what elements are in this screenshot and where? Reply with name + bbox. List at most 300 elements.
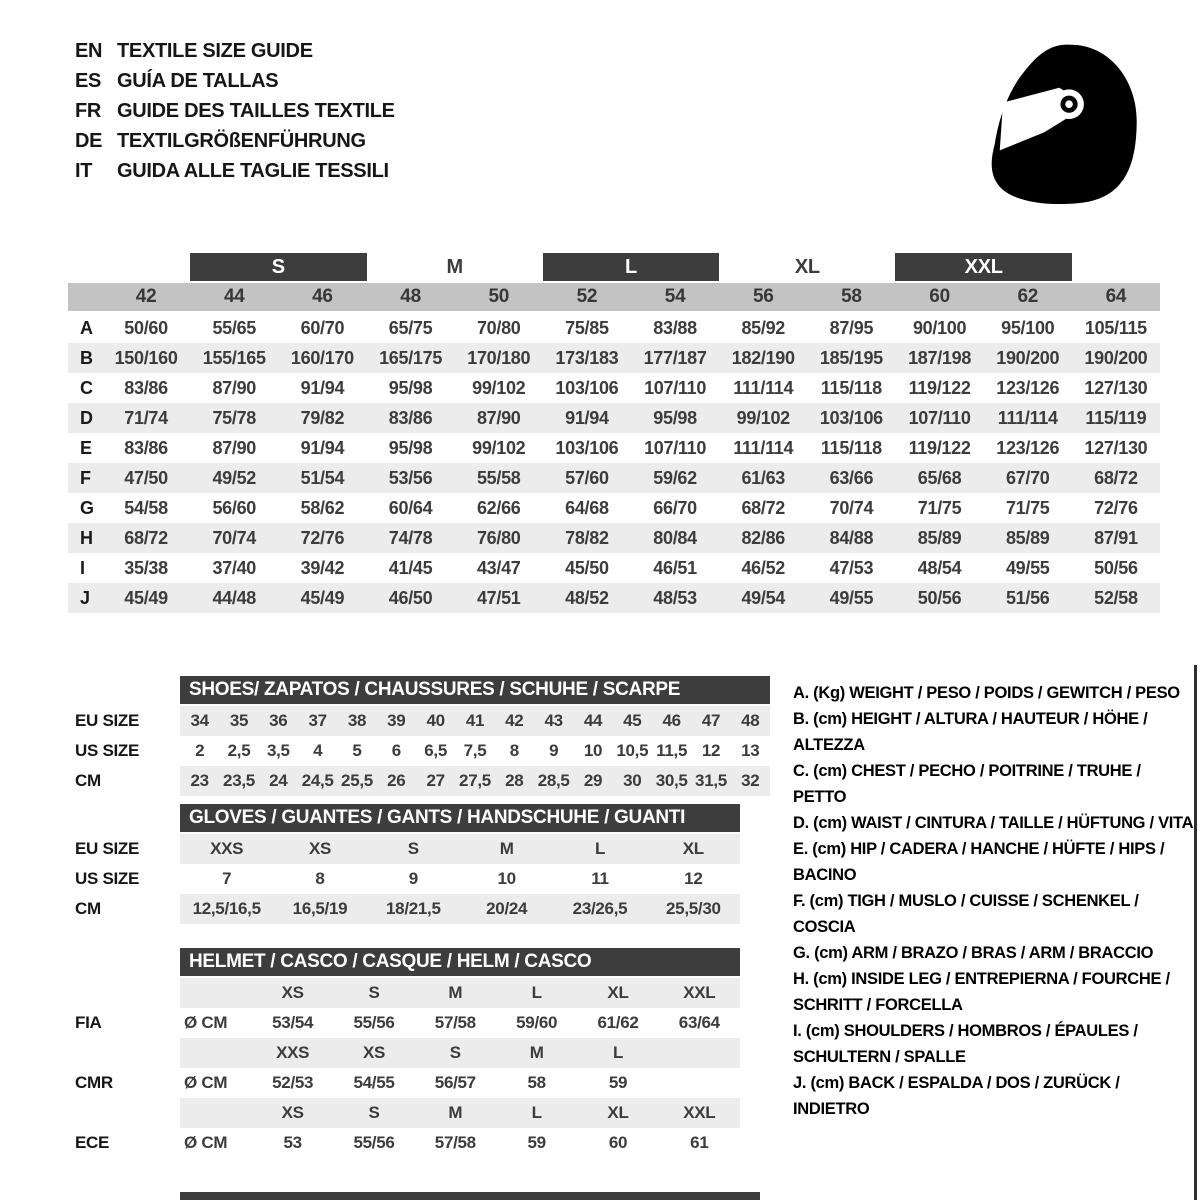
size-value: 18/21,5 bbox=[386, 899, 441, 918]
measure-row-d bbox=[68, 403, 1160, 433]
helmet-standard-label: FIA bbox=[75, 1013, 102, 1032]
helmet-table-title: HELMET / CASCO / CASQUE / HELM / CASCO bbox=[180, 948, 740, 976]
measure-value: 103/106 bbox=[555, 378, 619, 398]
measure-value: 50/56 bbox=[917, 588, 962, 608]
measure-value: 60/64 bbox=[388, 498, 433, 518]
size-value: 10 bbox=[583, 741, 603, 760]
numeric-size: 64 bbox=[1105, 286, 1127, 307]
size-value: 34 bbox=[190, 711, 209, 730]
helmet-data-row bbox=[180, 1008, 740, 1038]
legend-item: E. (cm) HIP / CADERA / HANCHE / HÜFTE / HIPS / BACINO bbox=[793, 840, 1165, 884]
numeric-size: 52 bbox=[576, 286, 598, 307]
helmet-size: S bbox=[368, 1103, 380, 1122]
measure-value: 105/115 bbox=[1084, 318, 1147, 338]
measure-value: 83/86 bbox=[124, 378, 168, 398]
size-value: 38 bbox=[347, 711, 367, 730]
size-value: 3,5 bbox=[266, 741, 290, 760]
helmet-size bbox=[659, 1038, 740, 1068]
helmet-data-row bbox=[180, 1068, 740, 1098]
helmet-sizes-row bbox=[180, 1038, 740, 1068]
shoes-size-table bbox=[75, 676, 770, 796]
measure-value: 75/78 bbox=[212, 408, 257, 428]
measure-value: 99/102 bbox=[736, 408, 790, 428]
size-value: 40 bbox=[426, 711, 445, 730]
measure-value: 47/50 bbox=[124, 468, 168, 488]
language-row bbox=[75, 96, 395, 126]
size-value: L bbox=[594, 839, 606, 858]
measure-value: 41/45 bbox=[388, 558, 433, 578]
language-code: DE bbox=[75, 130, 103, 152]
section-row-label: EU SIZE bbox=[75, 711, 140, 730]
helmet-size: XXS bbox=[276, 1043, 310, 1062]
measure-row-label: E bbox=[80, 438, 92, 458]
diameter-unit-label: Ø CM bbox=[184, 1073, 228, 1092]
helmet-value: 55/56 bbox=[353, 1013, 395, 1032]
measure-value: 78/82 bbox=[565, 528, 609, 548]
measure-value: 182/190 bbox=[731, 348, 795, 368]
measure-value: 160/170 bbox=[290, 348, 354, 368]
measure-value: 79/82 bbox=[300, 408, 345, 428]
size-value: 10,5 bbox=[616, 741, 649, 760]
size-value: 42 bbox=[505, 711, 524, 730]
legend-item: A. (Kg) WEIGHT / PESO / POIDS / GEWITCH / PESO bbox=[793, 684, 1180, 702]
size-value: 25,5 bbox=[341, 771, 373, 790]
measure-value: 49/55 bbox=[829, 588, 874, 608]
measure-value: 35/38 bbox=[124, 558, 168, 578]
measure-value: 80/84 bbox=[653, 528, 697, 548]
helmet-data-row bbox=[180, 1128, 740, 1158]
helmet-value: 59 bbox=[608, 1073, 628, 1092]
measure-row-label: F bbox=[80, 468, 91, 488]
gloves-table-title: GLOVES / GUANTES / GANTS / HANDSCHUHE / GUANTI bbox=[180, 804, 740, 832]
helmet-size: S bbox=[368, 983, 380, 1002]
measure-value: 107/110 bbox=[644, 378, 707, 398]
measure-value: 155/165 bbox=[202, 348, 266, 368]
size-value: 43 bbox=[544, 711, 563, 730]
measure-value: 91/94 bbox=[300, 378, 345, 398]
helmet-value: 54/55 bbox=[353, 1073, 395, 1092]
diameter-unit-label: Ø CM bbox=[184, 1013, 228, 1032]
legend-item: B. (cm) HEIGHT / ALTURA / HAUTEUR / HÖHE / ALTEZZA bbox=[793, 710, 1148, 754]
measure-value: 55/58 bbox=[476, 468, 521, 488]
measure-value: 71/75 bbox=[1005, 498, 1050, 518]
helmet-value: 57/58 bbox=[434, 1133, 476, 1152]
size-value: 9 bbox=[549, 741, 559, 760]
measure-value: 66/70 bbox=[653, 498, 697, 518]
guide-title: TEXTILE SIZE GUIDE bbox=[117, 40, 313, 62]
measure-value: 65/75 bbox=[388, 318, 433, 338]
numeric-size: 56 bbox=[752, 286, 774, 307]
numeric-size: 58 bbox=[841, 286, 862, 307]
measure-value: 115/118 bbox=[820, 378, 882, 398]
helmet-size: XXL bbox=[683, 1103, 716, 1122]
measure-value: 107/110 bbox=[644, 438, 707, 458]
measure-value: 177/187 bbox=[643, 348, 707, 368]
measure-row-h bbox=[68, 523, 1160, 553]
helmet-value: 59 bbox=[527, 1133, 546, 1152]
measure-value: 91/94 bbox=[300, 438, 345, 458]
measure-value: 49/54 bbox=[741, 588, 786, 608]
helmet-value: 61/62 bbox=[597, 1013, 639, 1032]
measure-value: 115/119 bbox=[1085, 408, 1147, 428]
empty-label bbox=[75, 1098, 180, 1128]
measure-value: 65/68 bbox=[917, 468, 962, 488]
measure-value: 49/55 bbox=[1005, 558, 1050, 578]
measure-value: 95/100 bbox=[1001, 318, 1055, 338]
measure-value: 95/98 bbox=[388, 438, 433, 458]
corner-cell bbox=[68, 283, 102, 311]
helmet-value: 52/53 bbox=[272, 1073, 314, 1092]
guide-title: TEXTILGRÖßENFÜHRUNG bbox=[117, 130, 366, 152]
measure-value: 190/200 bbox=[996, 348, 1060, 368]
measure-row-f bbox=[68, 463, 1160, 493]
measure-value: 46/52 bbox=[741, 558, 786, 578]
language-row bbox=[75, 126, 395, 156]
measure-value: 99/102 bbox=[472, 438, 526, 458]
size-value: S bbox=[407, 839, 419, 858]
helmet-size-table bbox=[75, 948, 740, 1158]
size-value: 48 bbox=[741, 711, 760, 730]
section-value-row bbox=[180, 864, 740, 894]
measure-value: 123/126 bbox=[996, 378, 1060, 398]
size-value: XL bbox=[682, 839, 704, 858]
size-value: 20/24 bbox=[486, 899, 528, 918]
measure-value: 103/106 bbox=[819, 408, 883, 428]
helmet-size: XS bbox=[362, 1043, 386, 1062]
measure-value: 173/183 bbox=[555, 348, 619, 368]
measure-row-g bbox=[68, 493, 1160, 523]
measure-value: 45/49 bbox=[124, 588, 168, 608]
measure-value: 57/60 bbox=[565, 468, 609, 488]
numeric-size: 54 bbox=[664, 286, 686, 307]
measure-row-a bbox=[68, 313, 1160, 343]
numeric-size: 44 bbox=[223, 286, 245, 307]
section-row-label: US SIZE bbox=[75, 741, 140, 760]
helmet-size: XL bbox=[607, 983, 629, 1002]
size-value: 5 bbox=[352, 741, 362, 760]
measure-value: 46/51 bbox=[653, 558, 697, 578]
helmet-size: M bbox=[448, 983, 463, 1002]
language-row bbox=[75, 66, 395, 96]
size-value: 12 bbox=[701, 741, 721, 760]
measure-value: 187/198 bbox=[908, 348, 972, 368]
legend-item: H. (cm) INSIDE LEG / ENTREPIERNA / FOURCHE / SCHRITT / FORCELLA bbox=[793, 970, 1170, 1014]
legend-item: F. (cm) TIGH / MUSLO / CUISSE / SCHENKEL / COSCIA bbox=[793, 892, 1139, 936]
measure-value: 123/126 bbox=[996, 438, 1060, 458]
size-value: 4 bbox=[313, 741, 323, 760]
size-value: 2 bbox=[195, 741, 205, 760]
legend-item: D. (cm) WAIST / CINTURA / TAILLE / HÜFTUNG / VITA bbox=[793, 814, 1194, 832]
numeric-size: 62 bbox=[1017, 286, 1039, 307]
measure-value: 83/86 bbox=[124, 438, 168, 458]
legend-item: G. (cm) ARM / BRAZO / BRAS / ARM / BRACCIO bbox=[793, 944, 1154, 962]
measure-value: 91/94 bbox=[565, 408, 609, 428]
measure-value: 127/130 bbox=[1084, 438, 1148, 458]
language-row bbox=[75, 36, 395, 66]
size-value: 11 bbox=[591, 869, 609, 888]
measure-value: 111/114 bbox=[997, 408, 1058, 428]
measure-value: 99/102 bbox=[472, 378, 526, 398]
measure-value: 95/98 bbox=[388, 378, 433, 398]
helmet-standard-label: CMR bbox=[75, 1073, 113, 1092]
measure-value: 44/48 bbox=[212, 588, 257, 608]
measure-value: 63/66 bbox=[829, 468, 874, 488]
size-value: 28 bbox=[505, 771, 524, 790]
measure-value: 45/50 bbox=[565, 558, 609, 578]
guide-title: GUIDA ALLE TAGLIE TESSILI bbox=[117, 160, 389, 182]
helmet-size: L bbox=[531, 1103, 542, 1122]
size-value: 8 bbox=[315, 869, 325, 888]
measure-value: 75/85 bbox=[565, 318, 609, 338]
measure-row-i bbox=[68, 553, 1160, 583]
measure-row-c bbox=[68, 373, 1160, 403]
empty-label bbox=[75, 1038, 180, 1068]
size-value: 12 bbox=[684, 869, 703, 888]
language-row bbox=[75, 156, 395, 186]
measure-value: 56/60 bbox=[212, 498, 257, 518]
measure-value: 74/78 bbox=[388, 528, 433, 548]
language-code: EN bbox=[75, 40, 103, 62]
bottom-partial-bar bbox=[180, 1192, 760, 1200]
helmet-value: 53/54 bbox=[272, 1013, 314, 1032]
helmet-size: M bbox=[529, 1043, 544, 1062]
measure-row-label: H bbox=[80, 528, 93, 548]
helmet-value: 63/64 bbox=[678, 1013, 720, 1032]
measure-value: 165/175 bbox=[379, 348, 443, 368]
size-value: 47 bbox=[701, 711, 721, 730]
measure-row-j bbox=[68, 583, 1160, 613]
size-value: 27 bbox=[426, 771, 445, 790]
measure-value: 111/114 bbox=[733, 378, 794, 398]
helmet-value: 53 bbox=[283, 1133, 302, 1152]
size-value: 23 bbox=[190, 771, 209, 790]
section-value-row bbox=[180, 894, 740, 924]
helmet-size: XS bbox=[281, 1103, 304, 1122]
language-title-list bbox=[75, 36, 395, 186]
empty-label bbox=[75, 978, 180, 1008]
size-value: 29 bbox=[583, 771, 603, 790]
measure-value: 127/130 bbox=[1084, 378, 1148, 398]
helmet-value: 57/58 bbox=[434, 1013, 476, 1032]
helmet-value: 58 bbox=[527, 1073, 546, 1092]
helmet-value: 55/56 bbox=[353, 1133, 395, 1152]
measure-value: 82/86 bbox=[741, 528, 786, 548]
measure-row-label: D bbox=[80, 408, 93, 428]
size-value: 11,5 bbox=[656, 741, 688, 760]
diameter-unit-label: Ø CM bbox=[184, 1133, 228, 1152]
measure-value: 72/76 bbox=[1094, 498, 1138, 518]
right-edge-line bbox=[1194, 665, 1197, 1200]
measure-value: 107/110 bbox=[908, 408, 971, 428]
size-value: 24 bbox=[269, 771, 288, 790]
size-value: 10 bbox=[497, 869, 516, 888]
measure-value: 52/58 bbox=[1094, 588, 1138, 608]
gloves-size-table bbox=[75, 804, 740, 924]
size-value: 30,5 bbox=[655, 771, 688, 790]
measure-value: 83/86 bbox=[388, 408, 433, 428]
measure-value: 95/98 bbox=[653, 408, 697, 428]
size-value: 7 bbox=[222, 869, 232, 888]
section-value-row bbox=[180, 706, 770, 736]
size-value: 30 bbox=[623, 771, 642, 790]
measure-value: 185/195 bbox=[819, 348, 883, 368]
empty-cell bbox=[180, 978, 252, 1008]
measure-value: 43/47 bbox=[476, 558, 521, 578]
measure-value: 59/62 bbox=[653, 468, 697, 488]
helmet-value: 59/60 bbox=[516, 1013, 558, 1032]
measure-value: 46/50 bbox=[388, 588, 433, 608]
measure-row-b bbox=[68, 343, 1160, 373]
measure-value: 85/92 bbox=[741, 318, 786, 338]
size-value: 44 bbox=[583, 711, 603, 730]
size-band-xxl: XXL bbox=[895, 253, 1071, 281]
measure-value: 111/114 bbox=[733, 438, 794, 458]
measure-value: 71/74 bbox=[124, 408, 168, 428]
size-value: 37 bbox=[308, 711, 327, 730]
measure-value: 50/60 bbox=[124, 318, 168, 338]
size-value: 6 bbox=[391, 741, 401, 760]
size-value: 12,5/16,5 bbox=[192, 899, 261, 918]
guide-title: GUÍA DE TALLAS bbox=[117, 70, 279, 92]
size-value: 27,5 bbox=[459, 771, 491, 790]
measurement-legend bbox=[793, 680, 1195, 1122]
measure-value: 67/70 bbox=[1005, 468, 1050, 488]
measure-value: 51/54 bbox=[300, 468, 345, 488]
section-row-label: CM bbox=[75, 771, 101, 790]
helmet-size: XL bbox=[607, 1103, 629, 1122]
size-value: 36 bbox=[269, 711, 288, 730]
size-value: 8 bbox=[509, 741, 519, 760]
legend-item: C. (cm) CHEST / PECHO / POITRINE / TRUHE / PETTO bbox=[793, 762, 1141, 806]
measure-value: 70/74 bbox=[829, 498, 874, 518]
measure-row-label: C bbox=[80, 378, 93, 398]
numeric-size-header-row bbox=[68, 283, 1160, 311]
size-value: 28,5 bbox=[537, 771, 570, 790]
measure-value: 64/68 bbox=[565, 498, 609, 518]
measure-value: 87/90 bbox=[212, 378, 257, 398]
numeric-size: 60 bbox=[929, 286, 950, 307]
size-band-l: L bbox=[543, 253, 719, 281]
measure-value: 49/52 bbox=[212, 468, 257, 488]
letter-size-band-row bbox=[68, 253, 1160, 281]
size-band-m: M bbox=[446, 256, 463, 278]
measure-value: 60/70 bbox=[300, 318, 345, 338]
measure-value: 48/52 bbox=[565, 588, 609, 608]
measure-value: 47/51 bbox=[476, 588, 521, 608]
measure-value: 39/42 bbox=[300, 558, 345, 578]
measure-value: 58/62 bbox=[300, 498, 345, 518]
size-value: 26 bbox=[387, 771, 406, 790]
measure-value: 85/89 bbox=[917, 528, 962, 548]
empty-cell bbox=[180, 1098, 252, 1128]
measure-value: 61/63 bbox=[741, 468, 786, 488]
section-row-label: EU SIZE bbox=[75, 839, 140, 858]
size-value: XS bbox=[308, 839, 332, 858]
language-code: FR bbox=[75, 100, 102, 122]
size-value: 46 bbox=[662, 711, 681, 730]
measure-value: 87/95 bbox=[829, 318, 874, 338]
numeric-size: 50 bbox=[488, 286, 510, 307]
measure-row-label: I bbox=[80, 558, 85, 578]
size-value: 7,5 bbox=[463, 741, 487, 760]
measure-value: 70/80 bbox=[476, 318, 521, 338]
size-value: 35 bbox=[229, 711, 249, 730]
empty-cell bbox=[180, 1038, 252, 1068]
numeric-size: 48 bbox=[400, 286, 421, 307]
measure-row-label: B bbox=[80, 348, 93, 368]
helmet-size: M bbox=[448, 1103, 463, 1122]
helmet-size: L bbox=[531, 983, 542, 1002]
measure-value: 48/54 bbox=[917, 558, 962, 578]
measure-value: 47/53 bbox=[829, 558, 874, 578]
helmet-value: 60 bbox=[608, 1133, 628, 1152]
racing-helmet-icon bbox=[975, 36, 1140, 212]
section-value-row bbox=[180, 736, 770, 766]
measure-value: 37/40 bbox=[212, 558, 257, 578]
helmet-value: 61 bbox=[690, 1133, 709, 1152]
measure-value: 90/100 bbox=[912, 318, 967, 338]
helmet-size: S bbox=[449, 1043, 461, 1062]
measure-value: 83/88 bbox=[653, 318, 697, 338]
numeric-size: 42 bbox=[135, 286, 157, 307]
helmet-size: XXL bbox=[683, 983, 716, 1002]
section-value-row bbox=[180, 834, 740, 864]
measure-value: 62/66 bbox=[476, 498, 521, 518]
section-value-row bbox=[180, 766, 770, 796]
measure-value: 190/200 bbox=[1084, 348, 1148, 368]
measure-value: 70/74 bbox=[212, 528, 257, 548]
section-row-label: CM bbox=[75, 899, 101, 918]
legend-item: J. (cm) BACK / ESPALDA / DOS / ZURÜCK / INDIETRO bbox=[793, 1074, 1120, 1118]
helmet-sizes-row bbox=[180, 1098, 740, 1128]
measure-value: 68/72 bbox=[741, 498, 786, 518]
measure-row-e bbox=[68, 433, 1160, 463]
measure-value: 45/49 bbox=[300, 588, 345, 608]
helmet-value: 56/57 bbox=[434, 1073, 476, 1092]
size-value: 6,5 bbox=[424, 741, 448, 760]
helmet-size: L bbox=[612, 1043, 624, 1062]
measure-value: 76/80 bbox=[476, 528, 521, 548]
measure-value: 71/75 bbox=[917, 498, 962, 518]
size-value: 45 bbox=[623, 711, 642, 730]
size-value: 23,5 bbox=[223, 771, 255, 790]
measure-value: 87/90 bbox=[212, 438, 257, 458]
measure-value: 170/180 bbox=[467, 348, 531, 368]
helmet-size: XS bbox=[281, 983, 304, 1002]
numeric-size: 46 bbox=[312, 286, 333, 307]
language-code: ES bbox=[75, 70, 102, 92]
measure-value: 119/122 bbox=[908, 378, 971, 398]
measure-row-label: J bbox=[80, 588, 90, 608]
size-value: 31,5 bbox=[695, 771, 727, 790]
shoes-table-title: SHOES/ ZAPATOS / CHAUSSURES / SCHUHE / SCARPE bbox=[180, 676, 770, 704]
size-value: 13 bbox=[741, 741, 760, 760]
measure-value: 53/56 bbox=[388, 468, 433, 488]
measure-value: 55/65 bbox=[212, 318, 257, 338]
measure-row-label: A bbox=[80, 318, 93, 338]
size-value: 39 bbox=[387, 711, 406, 730]
helmet-standard-label: ECE bbox=[75, 1133, 110, 1152]
size-value: 2,5 bbox=[227, 741, 251, 760]
helmet-value bbox=[659, 1068, 740, 1098]
measure-value: 68/72 bbox=[1094, 468, 1138, 488]
measure-value: 150/160 bbox=[114, 348, 178, 368]
size-band-xl: XL bbox=[794, 256, 820, 278]
measure-value: 115/118 bbox=[820, 438, 882, 458]
size-value: 41 bbox=[465, 711, 485, 730]
size-value: 32 bbox=[741, 771, 760, 790]
helmet-sizes-row bbox=[180, 978, 740, 1008]
